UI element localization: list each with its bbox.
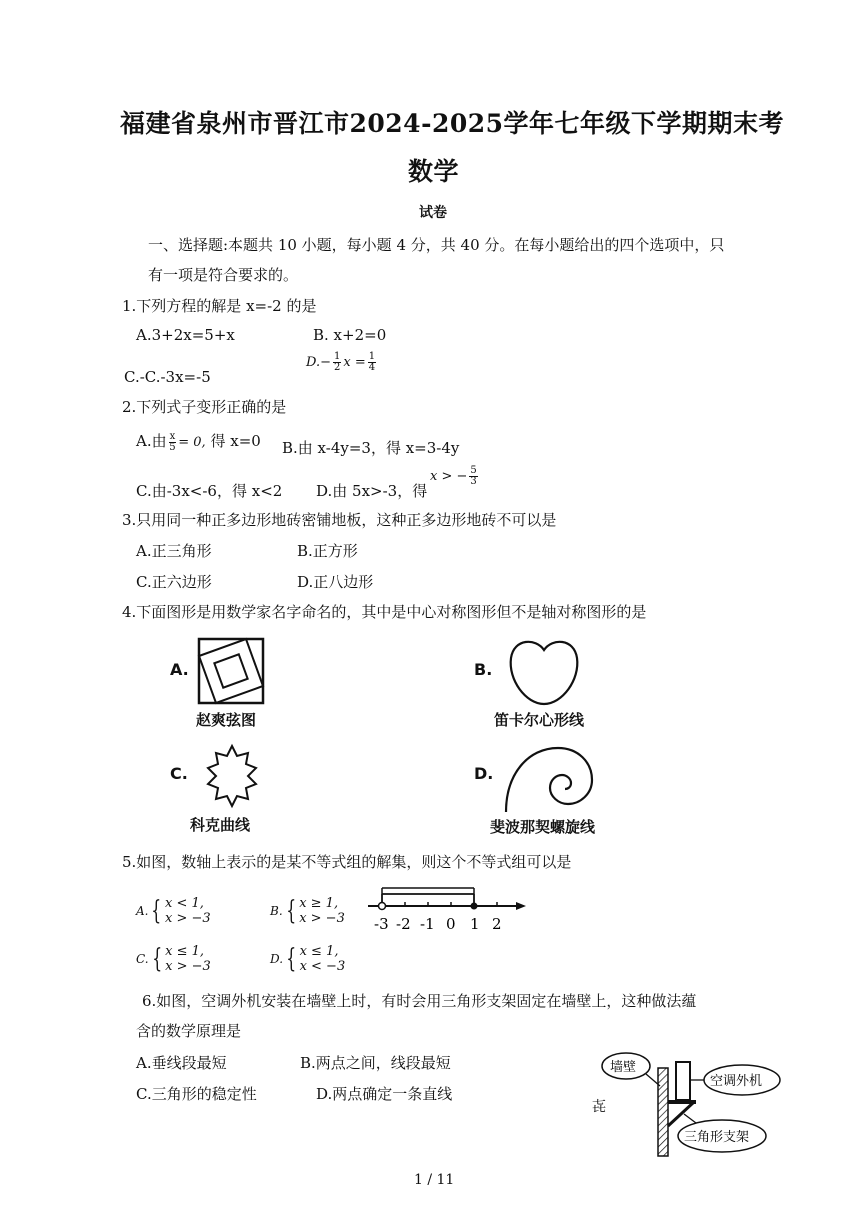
cardioid-curve	[506, 636, 582, 708]
section-heading: 一、选择题:本题共 10 小题，每小题 4 分，共 40 分。在每小题给出的四个选项中，只	[148, 236, 725, 254]
q6-option-a: A.垂线段最短	[136, 1054, 227, 1072]
question-5-stem: 5.如图，数轴上表示的是某不等式组的解集，则这个不等式组可以是	[122, 853, 572, 871]
q1-option-d: D.− $\frac{1}{2}$ x = $\frac{1}{4}$	[306, 351, 376, 373]
fibonacci-spiral	[498, 742, 596, 814]
section-heading-cont: 有一项是符合要求的。	[148, 266, 299, 284]
q4-figure-d-caption: 斐波那契螺旋线	[490, 818, 596, 836]
q5-option-c: C. { x ≤ 1, x > −3	[136, 944, 211, 974]
q4-figure-c-label: C.	[170, 764, 188, 783]
number-line	[360, 880, 530, 936]
page-title-subject: 数学	[408, 157, 460, 186]
page-number: 1 / 11	[414, 1172, 455, 1188]
question-6-stem: 6.如图，空调外机安装在墙壁上时，有时会用三角形支架固定在墙壁上，这种做法蕴	[142, 992, 697, 1010]
q4-figure-c-caption: 科克曲线	[190, 816, 251, 834]
q2-option-b: B.由 x-4y=3，得 x=3-4y	[282, 439, 460, 457]
q4-figure-a-caption: 赵爽弦图	[196, 711, 257, 729]
tick-label: -2	[396, 915, 411, 933]
q6-option-d: D.两点确定一条直线	[316, 1085, 453, 1103]
q1-option-a: A.3+2x=5+x	[136, 326, 235, 344]
ac-unit-label: 空调外机	[710, 1074, 763, 1089]
question-1-stem: 1.下列方程的解是 x=-2 的是	[122, 297, 317, 315]
question-3-stem: 3.只用同一种正多边形地砖密铺地板，这种正多边形地砖不可以是	[122, 511, 557, 529]
wall-label: 墙壁	[610, 1060, 637, 1075]
question-2-stem: 2.下列式子变形正确的是	[122, 398, 287, 416]
question-6-stem-cont: 含的数学原理是	[136, 1022, 242, 1040]
q6-side-mark: 㐂	[592, 1099, 606, 1115]
q4-figure-d-label: D.	[474, 764, 494, 783]
q4-figure-a-label: A.	[170, 660, 189, 679]
q2-option-a: A.由 $\frac{x}{5}$ = 0, 得 x=0	[136, 431, 261, 453]
koch-snowflake	[198, 742, 266, 810]
q3-option-a: A.正三角形	[136, 542, 212, 560]
q5-option-b: B. { x ≥ 1, x > −3	[270, 896, 345, 926]
q4-figure-b-label: B.	[474, 660, 493, 679]
q2-option-c: C.由-3x<-6，得 x<2	[136, 482, 283, 500]
question-4-stem: 4.下面图形是用数学家名字命名的，其中是中心对称图形但不是轴对称图形的是	[122, 603, 647, 621]
q2-option-d-math: x > − $\frac{5}{3}$	[430, 465, 477, 487]
page-title: 福建省泉州市晋江市2024-2025学年七年级下学期期末考	[120, 109, 785, 138]
tick-label: 0	[446, 915, 456, 933]
page-subtitle: 试卷	[419, 205, 447, 221]
tick-label: -3	[374, 915, 389, 933]
q2-option-d: D.由 5x>-3，得	[316, 482, 428, 500]
bracket-label: 三角形支架	[684, 1130, 750, 1145]
q3-option-b: B.正方形	[297, 542, 358, 560]
tick-label: 1	[470, 915, 480, 933]
q3-option-c: C.正六边形	[136, 573, 212, 591]
q1-option-c: C.-C.-3x=-5	[124, 368, 211, 386]
q4-figure-b-caption: 笛卡尔心形线	[494, 711, 585, 729]
tick-label: 2	[492, 915, 502, 933]
tick-label: -1	[420, 915, 435, 933]
q5-option-d: D. { x ≤ 1, x < −3	[270, 944, 346, 974]
q5-option-a: A. { x < 1, x > −3	[136, 896, 211, 926]
q1-option-b: B. x+2=0	[313, 326, 387, 344]
q3-option-d: D.正八边形	[297, 573, 374, 591]
q6-option-c: C.三角形的稳定性	[136, 1085, 257, 1103]
q6-option-b: B.两点之间，线段最短	[300, 1054, 451, 1072]
zhao-shuang-diagram	[196, 636, 266, 706]
ac-bracket-diagram	[596, 1046, 786, 1158]
